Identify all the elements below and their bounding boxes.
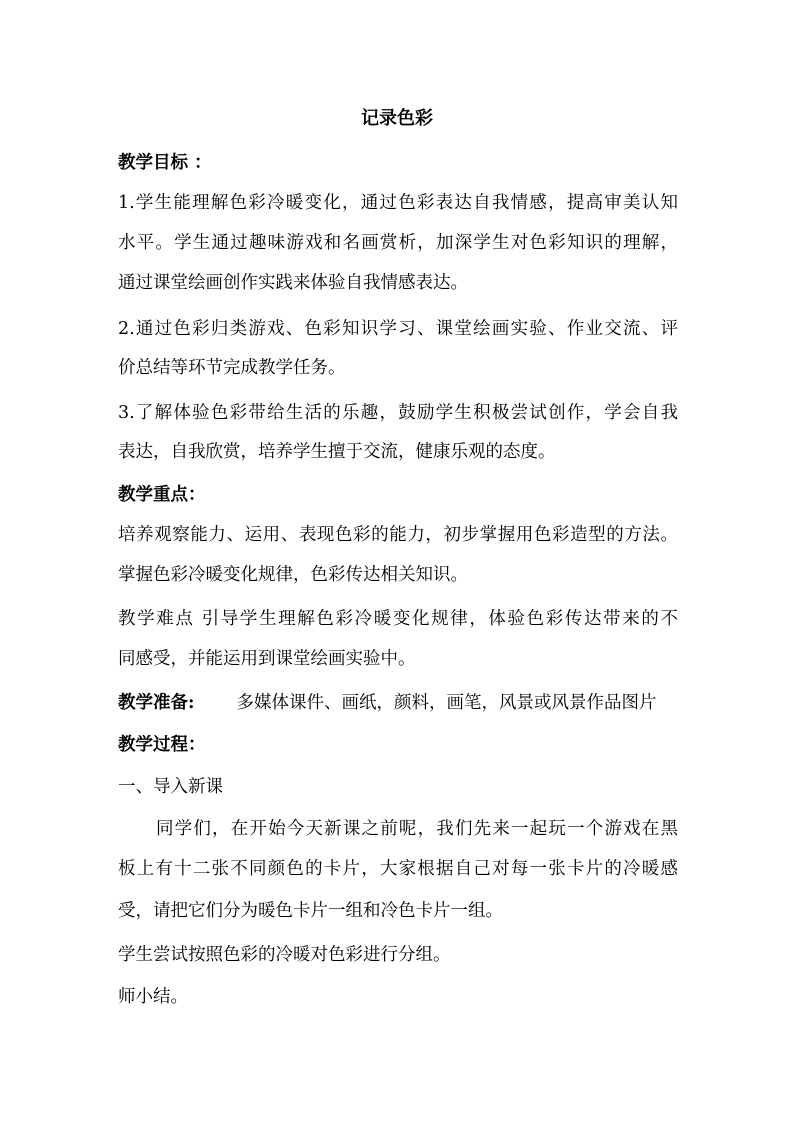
- preparation-text: 多媒体课件、画纸，颜料，画笔，风景或风景作品图片: [236, 693, 657, 713]
- teacher-summary: 师小结。: [118, 987, 188, 1007]
- process-heading: 教学过程：: [118, 735, 206, 755]
- preparation-row: [118, 692, 678, 714]
- difficulty-line-1: 教学难点 引导学生理解色彩冷暖变化规律，体验色彩传达带来的不: [118, 609, 678, 629]
- section-1-heading: 一、导入新课: [118, 777, 223, 797]
- objective-1-line-1: 1.学生能理解色彩冷暖变化，通过色彩表达自我情感，提高审美认知: [118, 193, 678, 213]
- document-title: 记录色彩: [361, 108, 433, 129]
- objectives-heading: 教学目标 ：: [118, 153, 212, 173]
- objective-1-line-2: 水平。学生通过趣味游戏和名画赏析，加深学生对色彩知识的理解，: [118, 233, 678, 253]
- objective-2-line-2: 价总结等环节完成教学任务。: [118, 358, 346, 378]
- objective-1-line-3: 通过课堂绘画创作实践来体验自我情感表达。: [118, 273, 468, 293]
- intro-line-2: 板上有十二张不同颜色的卡片，大家根据自己对每一张卡片的冷暖感: [118, 859, 678, 879]
- intro-line-3: 受，请把它们分为暖色卡片一组和冷色卡片一组。: [118, 901, 503, 921]
- key-points-line-2: 掌握色彩冷暖变化规律，色彩传达相关知识。: [118, 565, 468, 585]
- preparation-heading: 教学准备:: [118, 693, 195, 713]
- key-points-heading: 教学重点：: [118, 485, 206, 505]
- intro-line-1: 同学们，在开始今天新课之前呢，我们先来一起玩一个游戏在黑: [156, 819, 678, 839]
- objective-2-line-1: 2.通过色彩归类游戏、色彩知识学习、课堂绘画实验、作业交流、评: [118, 319, 678, 339]
- key-points-line-1: 培养观察能力、运用、表现色彩的能力，初步掌握用色彩造型的方法。: [118, 525, 678, 545]
- student-activity: 学生尝试按照色彩的冷暖对色彩进行分组。: [118, 945, 451, 965]
- difficulty-line-2: 同感受，并能运用到课堂绘画实验中。: [118, 649, 416, 669]
- objective-3-line-2: 表达，自我欣赏，培养学生擅于交流，健康乐观的态度。: [118, 442, 556, 462]
- objective-3-line-1: 3.了解体验色彩带给生活的乐趣，鼓励学生积极尝试创作，学会自我: [118, 403, 678, 423]
